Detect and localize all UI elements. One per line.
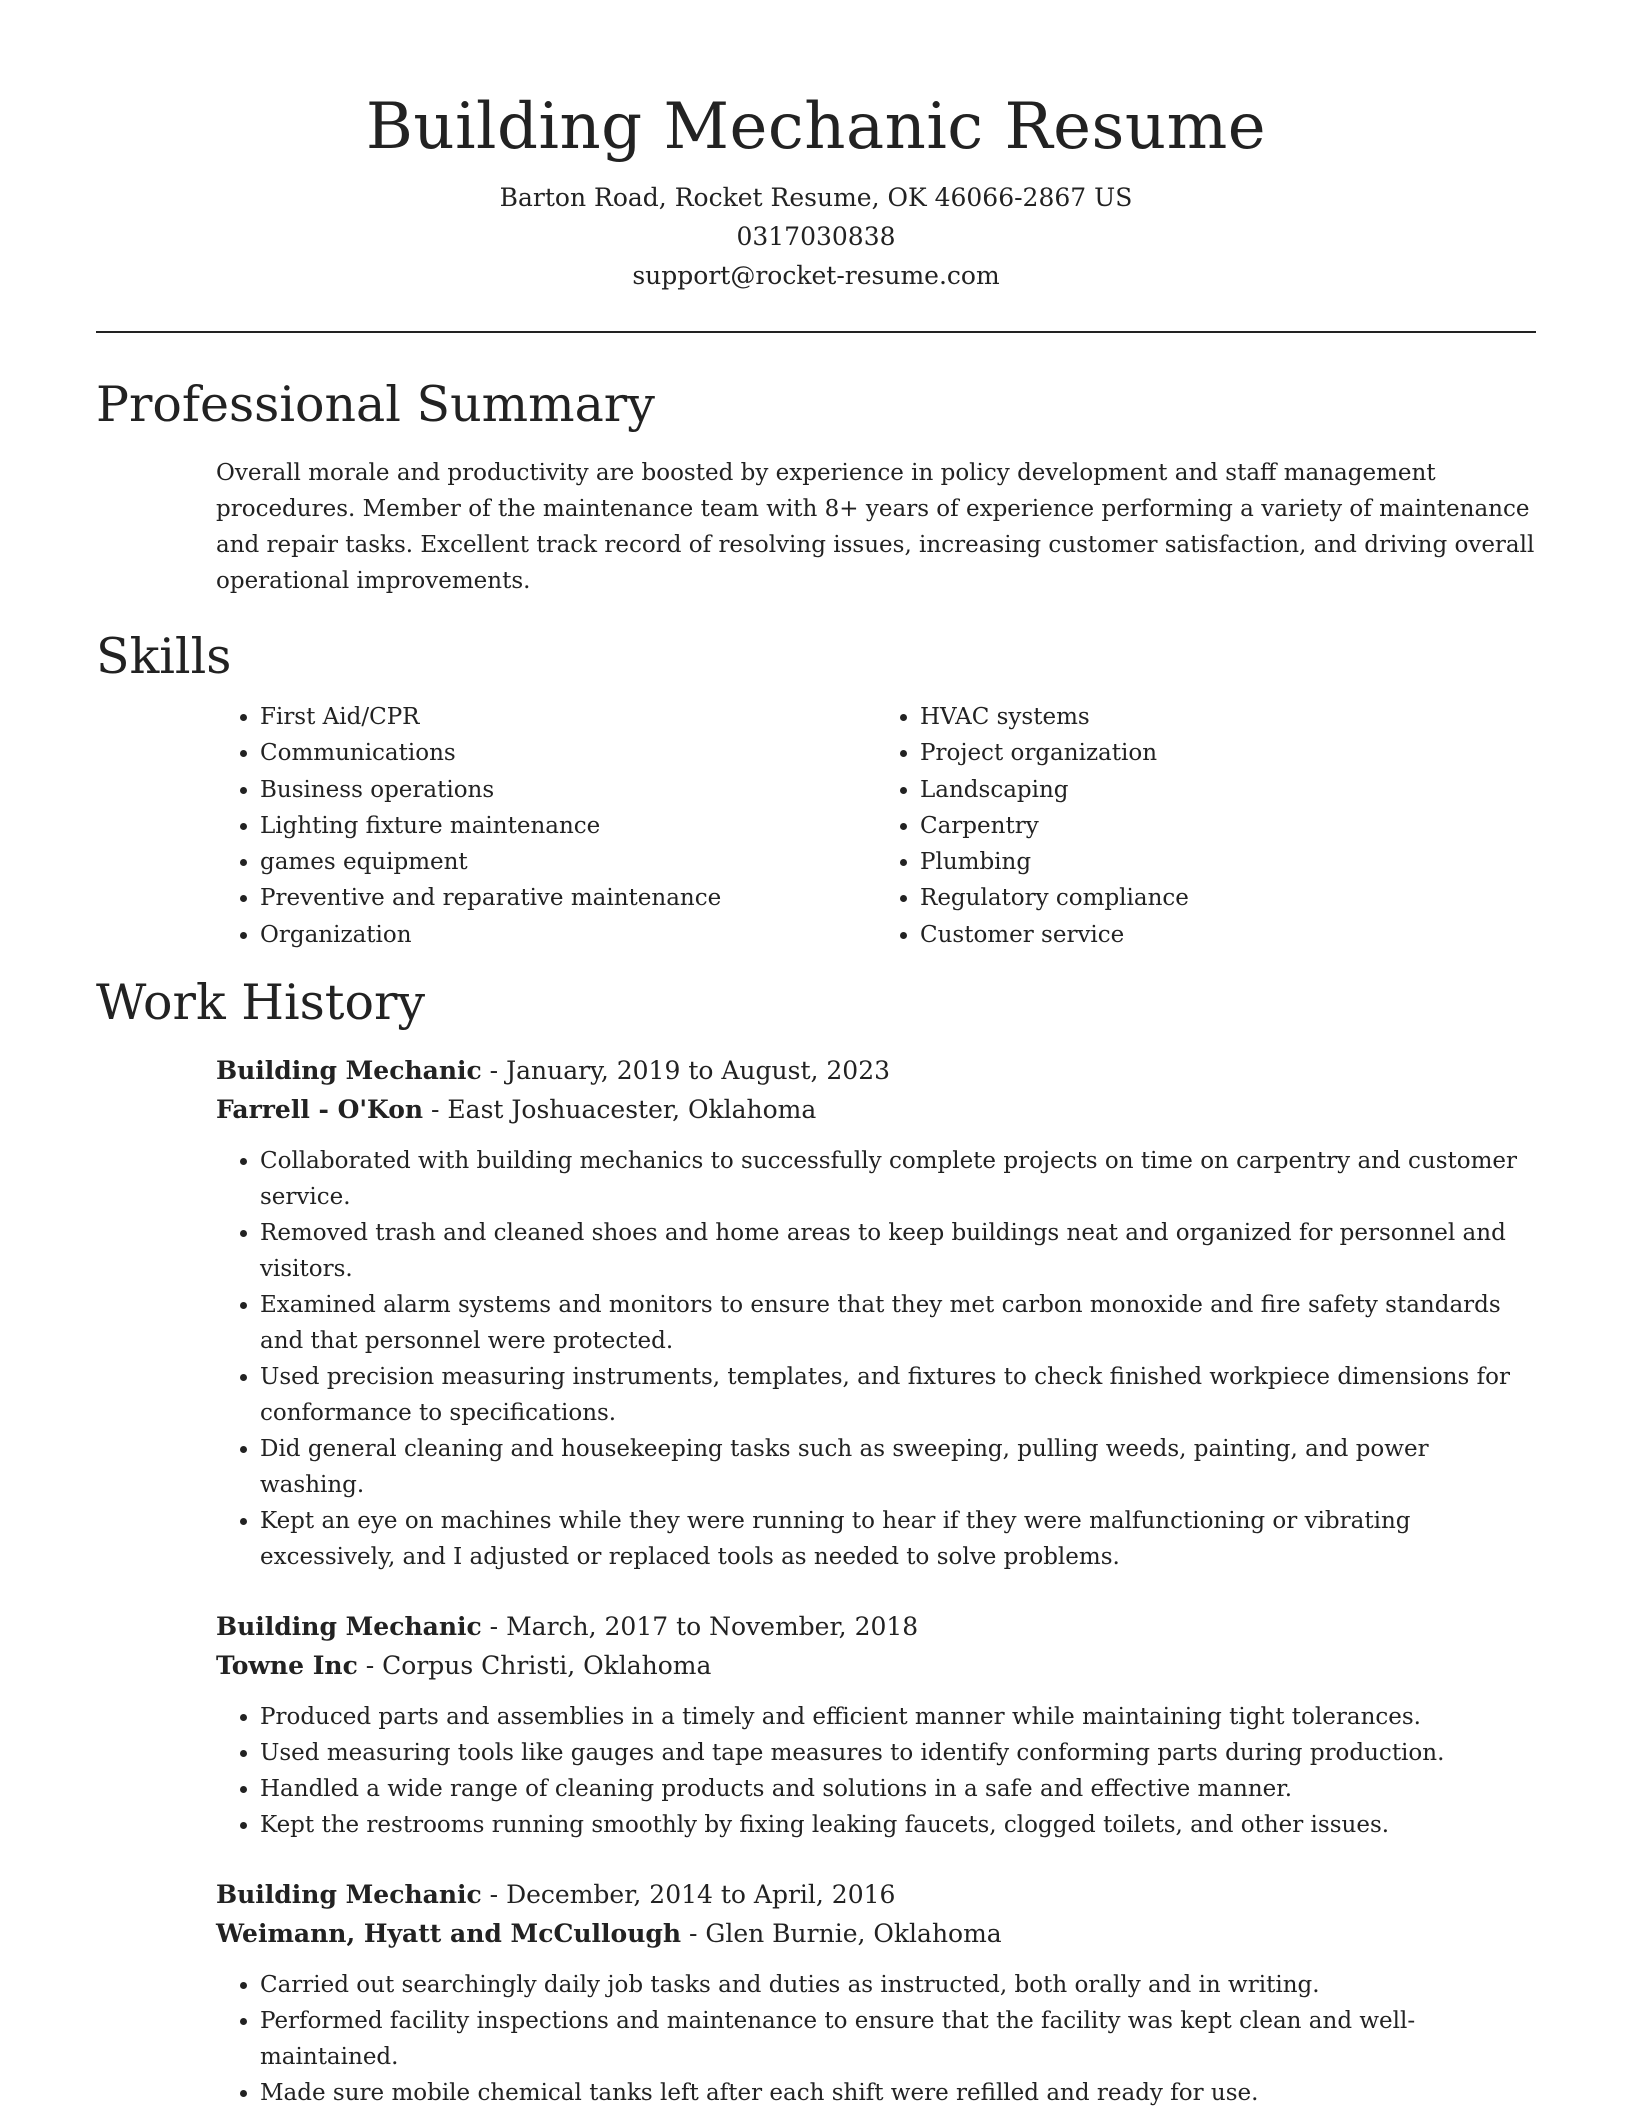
skill-item: • First Aid/CPR (260, 699, 876, 735)
job-duty: • Removed trash and cleaned shoes and home areas to keep buildings neat and organized for personnel and visitors. (260, 1215, 1538, 1287)
job-duties (216, 1699, 1538, 1843)
skill-item: • Regulatory compliance (920, 880, 1536, 916)
job-duty: • Used precision measuring instruments, templates, and fixtures to check finished workpiece dimensions for conformance to specifications. (260, 1359, 1538, 1431)
job-location: Glen Burnie, Oklahoma (705, 1919, 1002, 1949)
skill-item: • Carpentry (920, 808, 1536, 844)
job-company: Farrell - O'Kon (216, 1095, 424, 1125)
job-duty: • Examined alarm systems and monitors to ensure that they met carbon monoxide and fire safety standards and that personnel were protected. (260, 1287, 1538, 1359)
job-title-line: Building Mechanic - January, 2019 to August, 2023 (216, 1056, 891, 1086)
job-title-line: Building Mechanic - March, 2017 to November, 2018 (216, 1612, 919, 1642)
skill-item: • Communications (260, 735, 876, 771)
contact-email: support@rocket-resume.com (632, 261, 1000, 290)
job-company-line: Towne Inc - Corpus Christi, Oklahoma (216, 1651, 712, 1681)
header-divider (96, 331, 1536, 333)
skill-item: • Plumbing (920, 844, 1536, 880)
summary-text: Overall morale and productivity are boosted by experience in policy development and staff management procedures. Member of the maintenance team with 8+ years of experience performing a variety of maintenance and repair tasks. Excellent track record of resolving issues, increasing customer satisfaction, and driving overall operational improvements. (216, 460, 1535, 594)
job-duty: • Kept an eye on machines while they were running to hear if they were malfunctioning or vibrating excessively, and I adjusted or replaced tools as needed to solve problems. (260, 1503, 1538, 1575)
job-entry (216, 1607, 1538, 1843)
skill-item: • Preventive and reparative maintenance (260, 880, 876, 916)
work-history-heading: Work History (96, 974, 426, 1032)
skill-item: • Lighting fixture maintenance (260, 808, 876, 844)
skill-item: • HVAC systems (920, 699, 1536, 735)
job-title-line: Building Mechanic - December, 2014 to April, 2016 (216, 1880, 896, 1910)
skills-column-left (216, 699, 876, 953)
contact-address: Barton Road, Rocket Resume, OK 46066-2867 US (499, 183, 1133, 212)
job-dates: January, 2019 to August, 2023 (506, 1056, 891, 1086)
job-title: Building Mechanic (216, 1880, 482, 1910)
skill-item: • Business operations (260, 772, 876, 808)
job-location: East Joshuacester, Oklahoma (447, 1095, 817, 1125)
job-duties (216, 1143, 1538, 1575)
job-duty: • Made sure mobile chemical tanks left after each shift were refilled and ready for use. (260, 2075, 1538, 2111)
skill-item: • Organization (260, 917, 876, 953)
skill-item: • Customer service (920, 917, 1536, 953)
job-company: Weimann, Hyatt and McCullough (216, 1919, 682, 1949)
job-duty: • Performed facility inspections and maintenance to ensure that the facility was kept clean and well-maintained. (260, 2003, 1538, 2075)
contact-phone: 0317030838 (736, 222, 896, 251)
contact-block (96, 178, 1536, 295)
job-duty: • Handled a wide range of cleaning products and solutions in a safe and effective manner. (260, 1771, 1538, 1807)
resume-title: Building Mechanic Resume (365, 90, 1267, 164)
skill-item: • Landscaping (920, 772, 1536, 808)
job-duty: • Collaborated with building mechanics to successfully complete projects on time on carpentry and customer service. (260, 1143, 1538, 1215)
job-location: Corpus Christi, Oklahoma (382, 1651, 712, 1681)
job-duty: • Used measuring tools like gauges and tape measures to identify conforming parts during production. (260, 1735, 1538, 1771)
job-duties (216, 1967, 1538, 2111)
summary-heading: Professional Summary (96, 376, 655, 433)
skills-heading: Skills (96, 628, 232, 685)
job-duty: • Carried out searchingly daily job tasks and duties as instructed, both orally and in writing. (260, 1967, 1538, 2003)
skills-list (216, 699, 1536, 953)
job-entry (216, 1051, 1538, 1575)
job-duty: • Produced parts and assemblies in a timely and efficient manner while maintaining tight tolerances. (260, 1699, 1538, 1735)
job-company-line: Farrell - O'Kon - East Joshuacester, Oklahoma (216, 1095, 817, 1125)
job-title: Building Mechanic (216, 1612, 482, 1642)
skill-item: • games equipment (260, 844, 876, 880)
job-company-line: Weimann, Hyatt and McCullough - Glen Burnie, Oklahoma (216, 1919, 1002, 1949)
job-title: Building Mechanic (216, 1056, 482, 1086)
skill-item: • Project organization (920, 735, 1536, 771)
skills-column-right (876, 699, 1536, 953)
job-company: Towne Inc (216, 1651, 358, 1681)
resume-page (96, 0, 1536, 2111)
job-dates: December, 2014 to April, 2016 (506, 1880, 896, 1910)
job-duty: • Kept the restrooms running smoothly by fixing leaking faucets, clogged toilets, and other issues. (260, 1807, 1538, 1843)
job-duty: • Did general cleaning and housekeeping tasks such as sweeping, pulling weeds, painting, and power washing. (260, 1431, 1538, 1503)
job-entry (216, 1875, 1538, 2111)
job-dates: March, 2017 to November, 2018 (506, 1612, 919, 1642)
